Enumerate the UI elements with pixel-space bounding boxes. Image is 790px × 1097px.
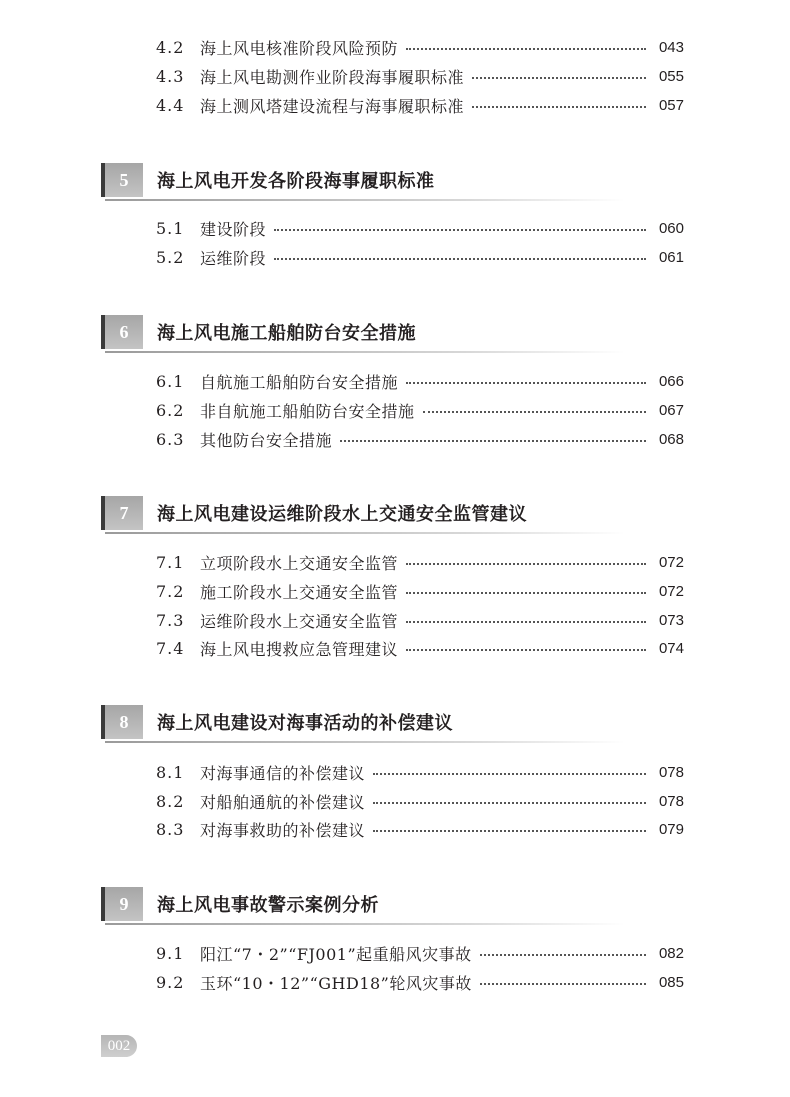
dot-leader	[274, 258, 646, 260]
toc-entry-4-4[interactable]	[156, 94, 684, 116]
entry-page: 060	[658, 219, 684, 237]
dot-leader	[480, 954, 646, 956]
toc-entry-5-2[interactable]	[156, 246, 684, 268]
entry-number: 9.1	[156, 943, 185, 963]
chapter-number-badge: 7	[105, 496, 143, 530]
entry-number: 7.1	[156, 552, 185, 572]
entry-number: 8.2	[156, 791, 185, 811]
chapter-6-heading[interactable]	[101, 313, 641, 353]
toc-entry-8-2[interactable]	[156, 790, 684, 812]
entry-title: 施工阶段水上交通安全监管	[200, 582, 399, 602]
toc-entry-6-2[interactable]	[156, 399, 684, 421]
entry-title: 阳江“7・2”“FJ001”起重船风灾事故	[200, 944, 472, 964]
entry-number: 8.3	[156, 819, 185, 839]
entry-title: 海上风电搜救应急管理建议	[200, 639, 399, 659]
entry-page: 072	[658, 553, 684, 571]
entry-title: 建设阶段	[200, 219, 267, 239]
entry-page: 074	[658, 639, 684, 657]
entry-page: 068	[658, 430, 684, 448]
chapter-9-heading[interactable]	[101, 885, 641, 925]
chapter-underline	[105, 741, 625, 743]
entry-title: 运维阶段水上交通安全监管	[200, 611, 399, 631]
chapter-underline	[105, 532, 625, 534]
dot-leader	[406, 649, 646, 651]
entry-page: 043	[658, 38, 684, 56]
dot-leader	[274, 229, 646, 231]
toc-entry-8-3[interactable]	[156, 818, 684, 840]
chapter-number-badge: 9	[105, 887, 143, 921]
chapter-8-heading[interactable]	[101, 703, 641, 743]
toc-entry-6-1[interactable]	[156, 370, 684, 392]
chapter-underline	[105, 199, 625, 201]
entry-title: 对海事通信的补偿建议	[200, 763, 366, 783]
entry-title: 其他防台安全措施	[200, 430, 333, 450]
entry-title: 运维阶段	[200, 248, 267, 268]
entry-number: 9.2	[156, 972, 185, 992]
dot-leader	[423, 411, 646, 413]
entry-page: 057	[658, 96, 684, 114]
toc-entry-8-1[interactable]	[156, 761, 684, 783]
dot-leader	[373, 802, 646, 804]
entry-number: 6.1	[156, 371, 185, 391]
entry-title: 玉环“10・12”“GHD18”轮风灾事故	[200, 973, 472, 993]
dot-leader	[472, 77, 646, 79]
dot-leader	[340, 440, 646, 442]
dot-leader	[480, 983, 646, 985]
chapter-title: 海上风电事故警示案例分析	[157, 895, 379, 916]
dot-leader	[406, 621, 646, 623]
dot-leader	[406, 592, 646, 594]
toc-entry-4-3[interactable]	[156, 65, 684, 87]
entry-title: 海上测风塔建设流程与海事履职标准	[200, 96, 465, 116]
chapter-title: 海上风电施工船舶防台安全措施	[157, 323, 416, 344]
entry-page: 082	[658, 944, 684, 962]
entry-title: 对海事救助的补偿建议	[200, 820, 366, 840]
toc-entry-9-1[interactable]	[156, 942, 684, 964]
entry-title: 海上风电勘测作业阶段海事履职标准	[200, 67, 465, 87]
entry-number: 7.2	[156, 581, 185, 601]
toc-entry-9-2[interactable]	[156, 971, 684, 993]
entry-number: 4.2	[156, 37, 185, 57]
entry-number: 6.3	[156, 429, 185, 449]
page-number-tag: 002	[101, 1035, 137, 1057]
dot-leader	[406, 382, 646, 384]
dot-leader	[406, 563, 646, 565]
chapter-7-heading[interactable]	[101, 494, 641, 534]
entry-title: 自航施工船舶防台安全措施	[200, 372, 399, 392]
dot-leader	[406, 48, 646, 50]
entry-number: 5.2	[156, 247, 185, 267]
entry-title: 海上风电核准阶段风险预防	[200, 38, 399, 58]
entry-number: 4.3	[156, 66, 185, 86]
entry-page: 067	[658, 401, 684, 419]
toc-entry-7-1[interactable]	[156, 551, 684, 573]
entry-page: 066	[658, 372, 684, 390]
entry-number: 4.4	[156, 95, 185, 115]
entry-number: 8.1	[156, 762, 185, 782]
toc-entry-7-2[interactable]	[156, 580, 684, 602]
entry-page: 055	[658, 67, 684, 85]
chapter-5-heading[interactable]	[101, 161, 641, 201]
entry-number: 5.1	[156, 218, 185, 238]
entry-page: 061	[658, 248, 684, 266]
entry-title: 立项阶段水上交通安全监管	[200, 553, 399, 573]
toc-entry-7-4[interactable]	[156, 637, 684, 659]
chapter-title: 海上风电建设对海事活动的补偿建议	[157, 713, 453, 734]
entry-page: 085	[658, 973, 684, 991]
entry-page: 078	[658, 763, 684, 781]
chapter-number-badge: 6	[105, 315, 143, 349]
chapter-number-badge: 5	[105, 163, 143, 197]
chapter-title: 海上风电建设运维阶段水上交通安全监管建议	[157, 504, 527, 525]
entry-title: 非自航施工船舶防台安全措施	[200, 401, 415, 421]
entry-page: 072	[658, 582, 684, 600]
dot-leader	[373, 773, 646, 775]
entry-page: 078	[658, 792, 684, 810]
toc-entry-7-3[interactable]	[156, 609, 684, 631]
toc-entry-6-3[interactable]	[156, 428, 684, 450]
entry-number: 7.3	[156, 610, 185, 630]
entry-page: 073	[658, 611, 684, 629]
chapter-number-badge: 8	[105, 705, 143, 739]
chapter-underline	[105, 923, 625, 925]
toc-entry-4-2[interactable]	[156, 36, 684, 58]
dot-leader	[472, 106, 646, 108]
entry-title: 对船舶通航的补偿建议	[200, 792, 366, 812]
toc-entry-5-1[interactable]	[156, 217, 684, 239]
entry-page: 079	[658, 820, 684, 838]
dot-leader	[373, 830, 646, 832]
chapter-title: 海上风电开发各阶段海事履职标准	[157, 171, 435, 192]
entry-number: 7.4	[156, 638, 185, 658]
chapter-underline	[105, 351, 625, 353]
entry-number: 6.2	[156, 400, 185, 420]
